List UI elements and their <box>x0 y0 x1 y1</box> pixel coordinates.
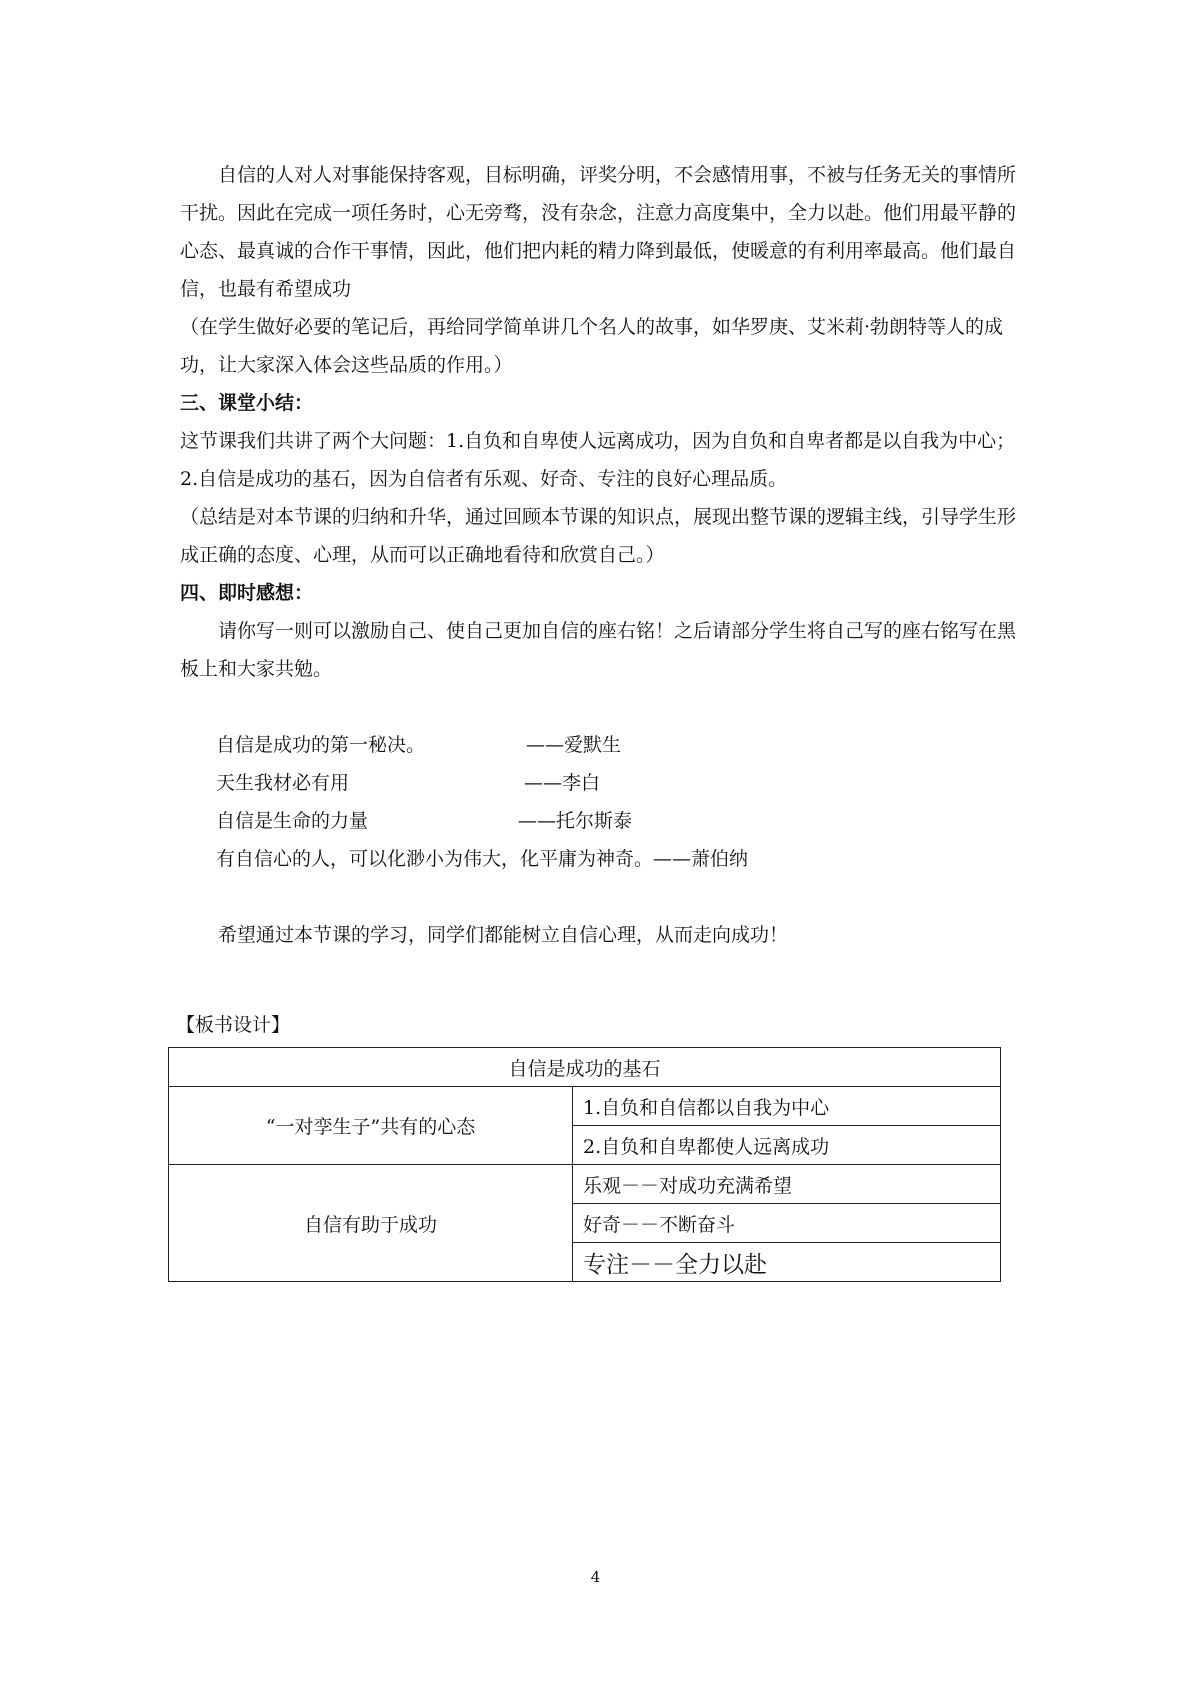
paragraph-teaching-note-2: （总结是对本节课的归纳和升华，通过回顾本节课的知识点，展现出整节课的逻辑主线，引导学生形成正确的态度、心理，从而可以正确地看待和欣赏自己。） <box>180 506 1017 566</box>
quote-author: ——托尔斯泰 <box>518 810 633 832</box>
paragraph-teaching-note-1: （在学生做好必要的笔记后，再给同学简单讲几个名人的故事，如华罗庚、艾米莉·勃朗特等人的成功，让大家深入体会这些品质的作用。） <box>180 316 1004 376</box>
group2-item-cell: 好奇－－不断奋斗 <box>573 1204 1001 1243</box>
section-heading-summary: 三、课堂小结： <box>180 392 314 414</box>
quote-row <box>216 802 1020 840</box>
paragraph-confidence-description: 自信的人对人对事能保持客观，目标明确，评奖分明，不会感情用事，不被与任务无关的事情所干扰。因此在完成一项任务时，心无旁骛，没有杂念，注意力高度集中，全力以赴。他们用最平静的心态、最真诚的合作干事情，因此，他们把内耗的精力降到最低，使暖意的有利用率最高。他们最自信，也最有希望成功 <box>180 164 1017 300</box>
quote-row <box>216 764 1020 802</box>
quote-text: 有自信心的人，可以化渺小为伟大，化平庸为神奇。 <box>216 848 654 870</box>
page-number: 4 <box>590 1568 601 1586</box>
body-content <box>180 156 1020 954</box>
quote-row <box>216 726 1020 764</box>
group2-label-cell: 自信有助于成功 <box>169 1165 573 1282</box>
group2-item-cell: 专注－－全力以赴 <box>573 1243 1001 1282</box>
group1-item-cell: 2.自负和自卑都使人远离成功 <box>573 1126 1001 1165</box>
table-row <box>169 1165 1001 1204</box>
quote-author: ——萧伯纳 <box>653 848 749 870</box>
quote-text: 自信是生命的力量 <box>216 810 369 832</box>
paragraph-summary: 这节课我们共讲了两个大问题：1.自负和自卑使人远离成功，因为自负和自卑者都是以自我为中心；2.自信是成功的基石，因为自信者有乐观、好奇、专注的良好心理品质。 <box>180 430 1016 490</box>
board-design-label: 【板书设计】 <box>176 1014 291 1036</box>
table-row <box>169 1087 1001 1126</box>
board-title-cell: 自信是成功的基石 <box>169 1048 1001 1087</box>
section-heading-reflection: 四、即时感想： <box>180 582 314 604</box>
spacer <box>180 878 1020 916</box>
quote-text: 自信是成功的第一秘决。 <box>216 734 426 756</box>
quote-row <box>216 840 1020 878</box>
spacer <box>180 688 1020 726</box>
paragraph-closing: 希望通过本节课的学习，同学们都能树立自信心理，从而走向成功！ <box>218 924 789 946</box>
quote-text: 天生我材必有用 <box>216 772 350 794</box>
quote-author: ——爱默生 <box>526 734 622 756</box>
paragraph-reflection: 请你写一则可以激励自己、使自己更加自信的座右铭！之后请部分学生将自己写的座右铭写在黑板上和大家共勉。 <box>180 620 1017 680</box>
table-row <box>169 1048 1001 1087</box>
quote-author: ——李白 <box>524 772 601 794</box>
board-design-table <box>168 1047 1001 1282</box>
group1-item-cell: 1.自负和自信都以自我为中心 <box>573 1087 1001 1126</box>
group2-item-cell: 乐观－－对成功充满希望 <box>573 1165 1001 1204</box>
group1-label-cell: “一对孪生子”共有的心态 <box>169 1087 573 1165</box>
